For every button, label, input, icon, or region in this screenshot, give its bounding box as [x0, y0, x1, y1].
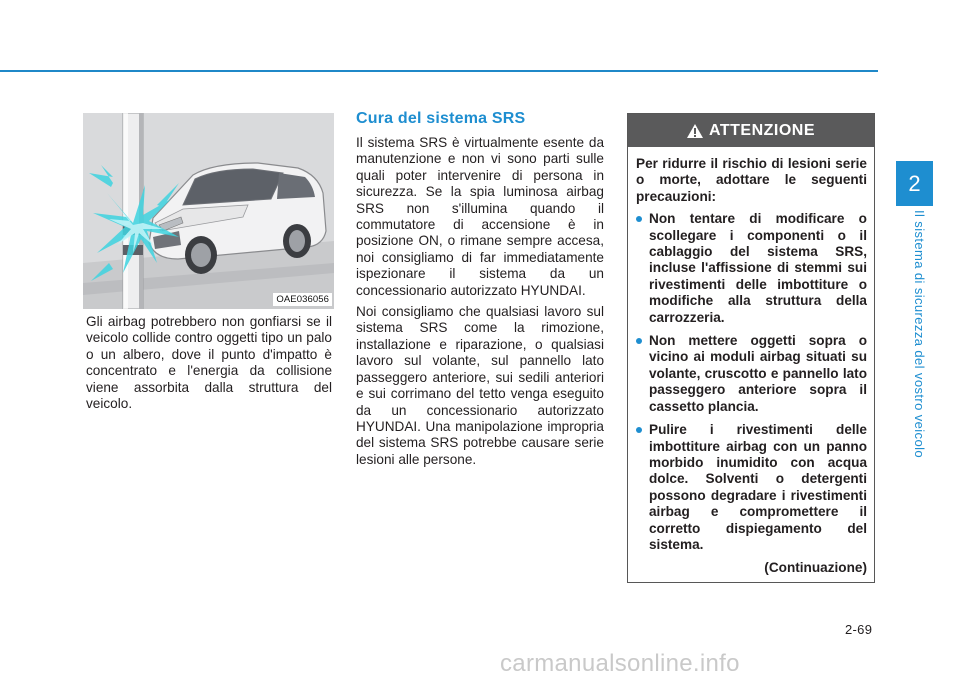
- warning-list: [636, 211, 867, 553]
- chapter-number-tab: 2: [896, 161, 933, 206]
- continuation-label: (Continuazione): [764, 560, 867, 576]
- paragraph-servicing: Noi consigliamo che qualsiasi lavoro sul sistema SRS come la rimozione, installazione e riparazione, o qualsiasi lavoro sul volante, sul pannello lato passeggero anteriore, sui sedili anteriori e sui corrimano del tetto venga eseguito da un concessionario autorizzato HYUNDAI. Una manipolazione impropria del sistema SRS potrebbe causare serie lesioni alle persone.: [356, 304, 604, 467]
- paragraph-maintenance: Il sistema SRS è virtualmente esente da manutenzione e non vi sono parti sulle quali poter intervenire di persona in sicurezza. Se la spia luminosa airbag SRS non s'illumina quando il commutatore di accensione è in posizione ON, o rimane sempre accesa, noi consigliamo di far immediatamente ispezionare il sistema da un concessionario autorizzato HYUNDAI.: [356, 135, 604, 298]
- warning-intro: Per ridurre il rischio di lesioni serie o morte, adottare le seguenti precauzioni:: [636, 156, 867, 204]
- figure-code: OAE036056: [273, 293, 332, 306]
- warning-header: [628, 114, 874, 147]
- warning-body: [628, 147, 874, 577]
- warning-item: Non mettere oggetti sopra o vicino ai moduli airbag situati su volante, cruscotto e pannello lato passeggero anteriore sopra il cassetto plancia.: [636, 333, 867, 415]
- watermark: carmanualsonline.info: [500, 650, 740, 677]
- left-column: [86, 314, 332, 412]
- warning-triangle-icon: [687, 124, 703, 138]
- car-hits-pole-drawing: [83, 113, 334, 309]
- section-heading: Cura del sistema SRS: [356, 110, 526, 127]
- warning-box: [627, 113, 875, 583]
- chapter-title: Il sistema di sicurezza del vostro veicolo: [912, 210, 927, 459]
- warning-item: Pulire i rivestimenti delle imbottiture airbag con un panno morbido inumidito con acqua dolce. Solventi o detergenti possono degradare i rivestimenti airbag e compromettere il corretto dispiegamento del sistema.: [636, 422, 867, 553]
- collision-illustration: [83, 113, 334, 309]
- figure-caption-text: Gli airbag potrebbero non gonfiarsi se il veicolo collide contro oggetti tipo un palo o un albero, dove il punto d'impatto è concentrato e l'energia da collisione viene assorbita dalla struttura del veicolo.: [86, 314, 332, 412]
- header-rule: [0, 70, 878, 72]
- warning-item: Non tentare di modificare o scollegare i componenti o il cablaggio del sistema SRS, incluse l'affissione di stemmi sui rivestimenti delle imbottiture o modifiche alla struttura della carrozzeria.: [636, 211, 867, 326]
- middle-column: [356, 110, 604, 468]
- warning-title: ATTENZIONE: [708, 121, 816, 139]
- page-number: 2-69: [845, 622, 873, 637]
